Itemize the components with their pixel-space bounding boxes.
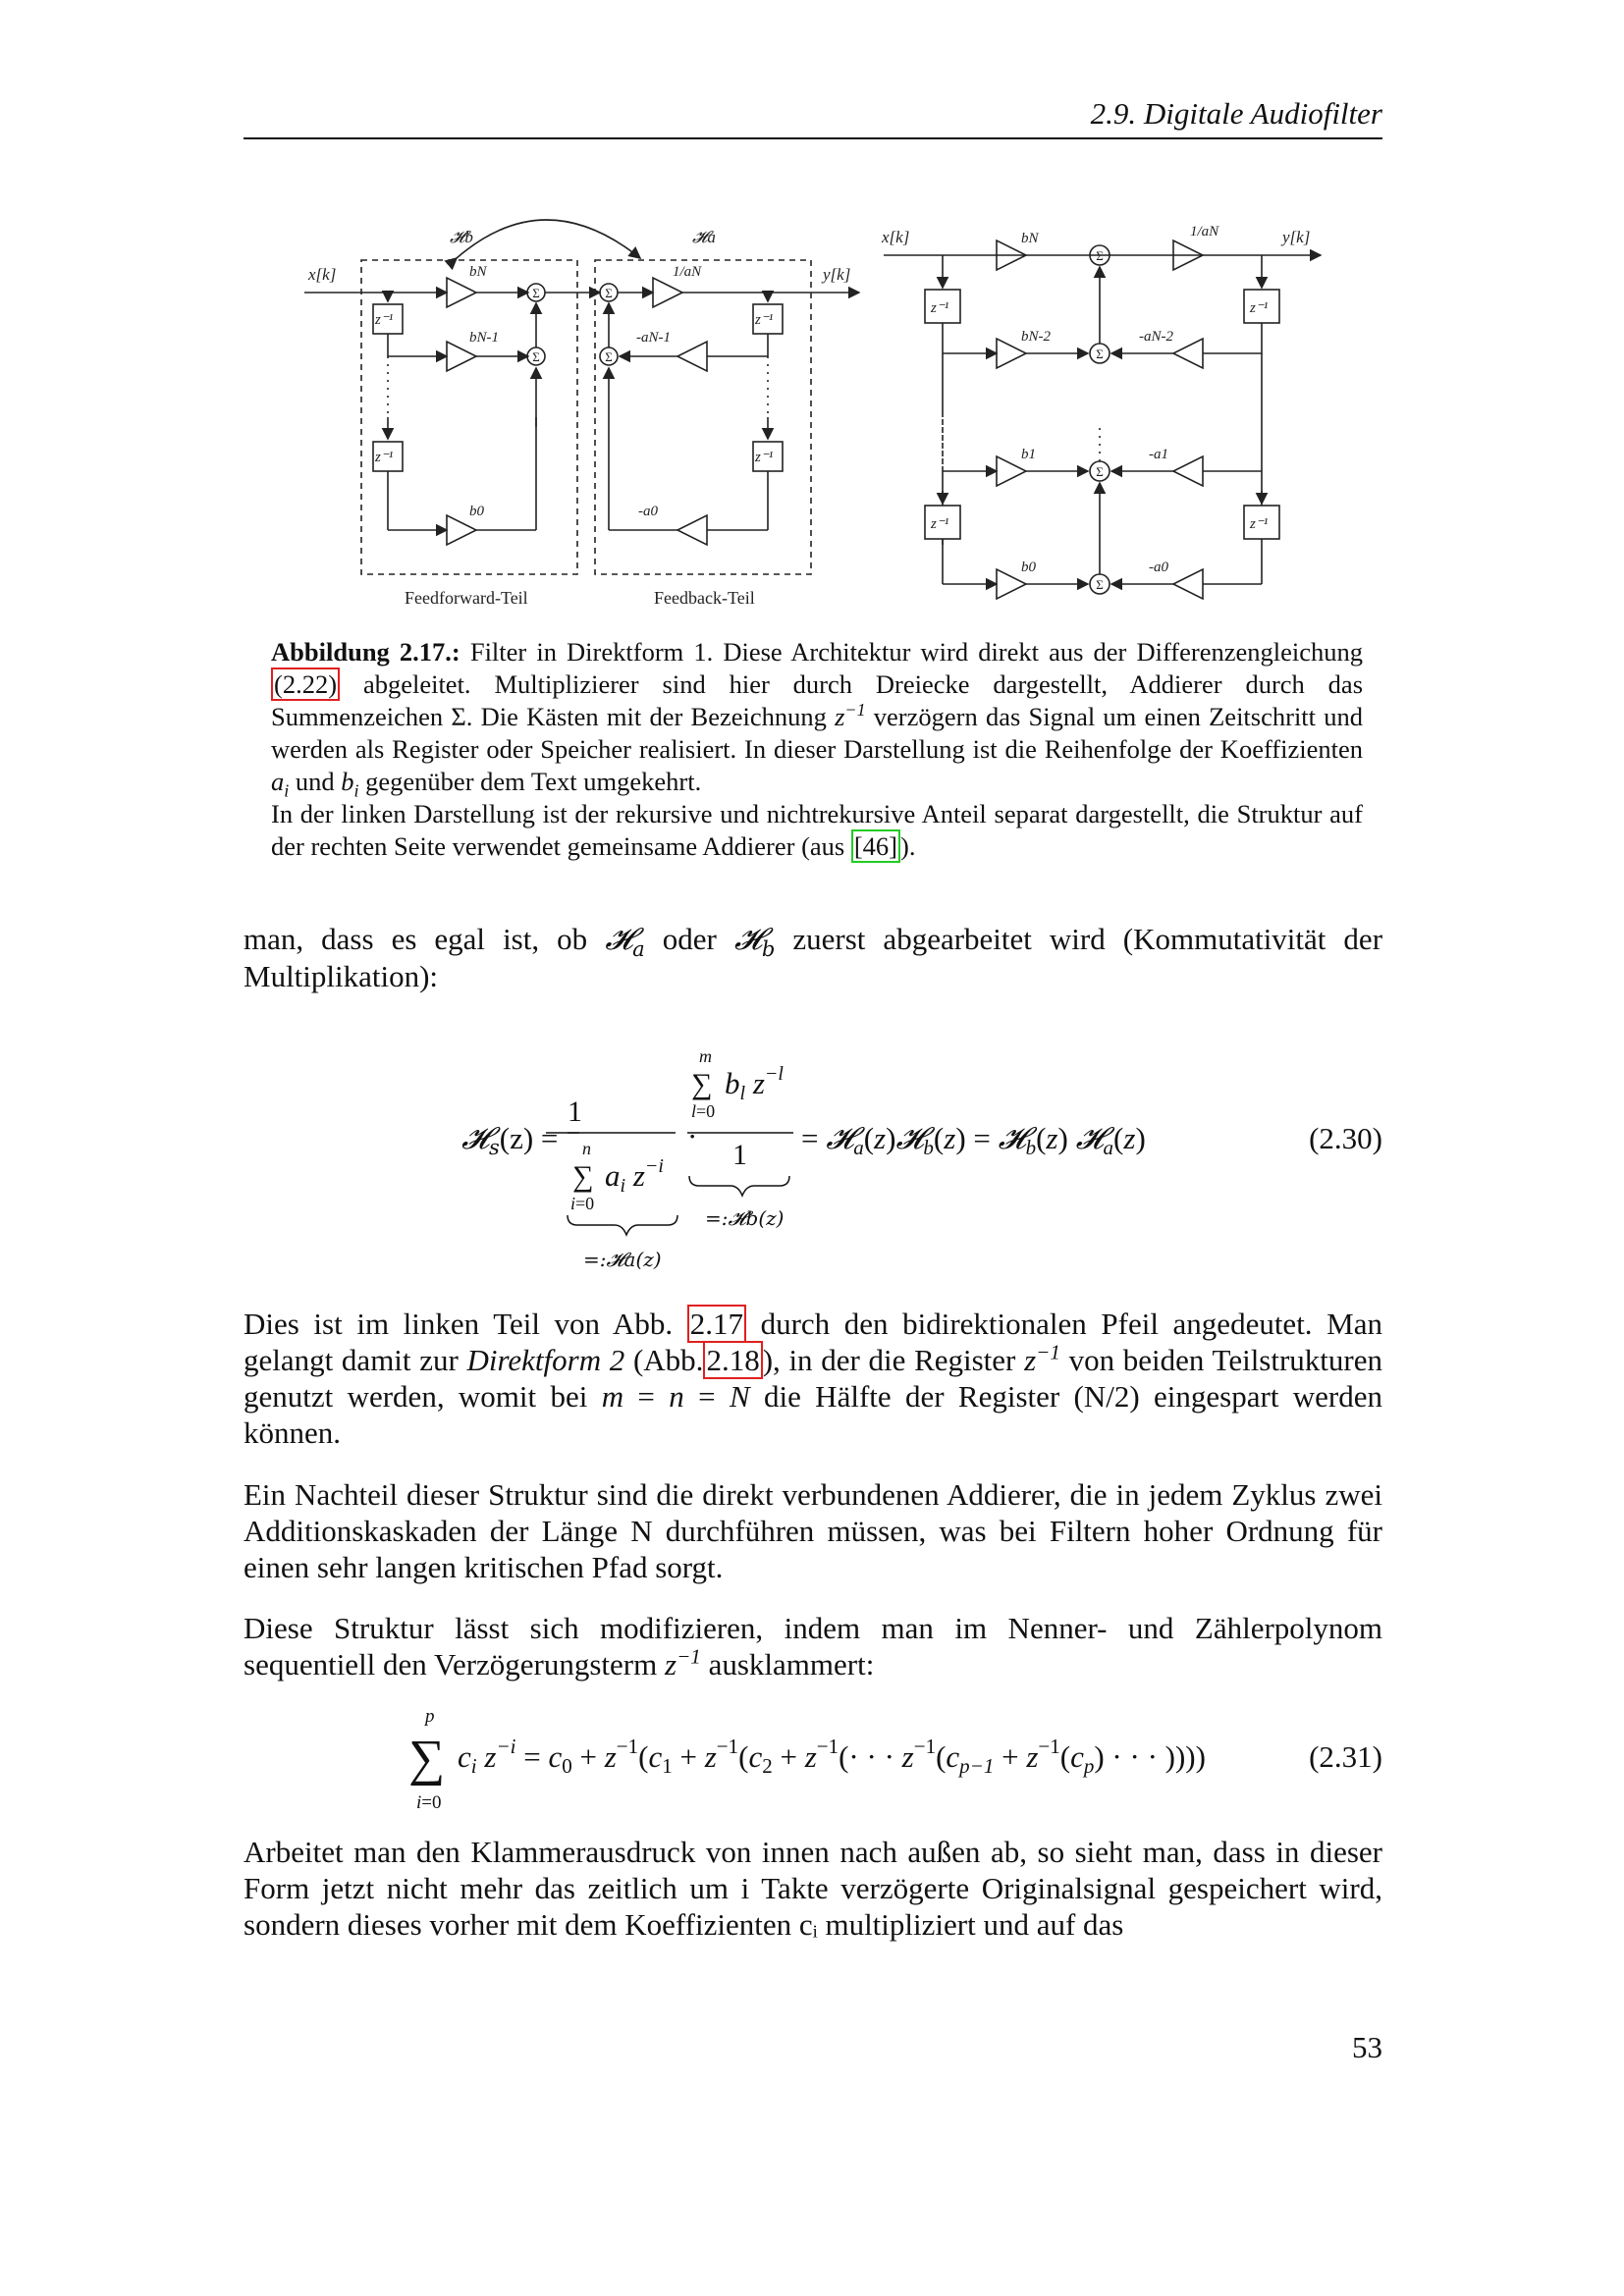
sum-glyph-4: Σ [605,349,613,364]
figure-direct-form-1 [295,191,1335,623]
caption-para-2 [271,798,1363,863]
p2-text-e: von beiden Teilstrukturen genutzt werden, womit bei [244,1343,1383,1414]
brace-label-Ha: =:𝓗a(z) [583,1248,662,1271]
p3-text: Ein Nachteil dieser Struktur sind die direkt verbundenen Addierer, die in jedem Zyklus zwei Additionskaskaden der Länge N durchführen müssen, was bei Filtern hoher Ordnung für einen sehr langen kritischen Pfad sorgt. [244,1477,1382,1584]
svg-text:𝓗s(z) =: 𝓗s(z) = [461,1121,559,1159]
svg-text:∑: ∑ [408,1731,446,1787]
p2-term: Direktform 2 [466,1343,625,1377]
p2-text-c: (Abb. [632,1343,704,1377]
left-output-label: y[k] [823,265,851,284]
multiplier-aN-1 [677,342,707,371]
multiplier-r-aN-2 [1173,339,1203,368]
coeff-r-a1: -a1 [1149,447,1168,462]
right-diagram [881,224,1321,599]
delay-fb-2-label: z⁻¹ [755,450,774,465]
sum-r-glyph-3: Σ [1096,464,1104,479]
delay-ff-1-label: z⁻¹ [375,312,394,328]
paragraph-2: Dies ist im linken Teil von Abb. 2.17 durch den bidirektionalen Pfeil angedeutet. Man gelangt damit zur Direktform 2 (Abb.2.18), in der die Register $z^{-1}$ von beiden Teilstrukturen genutzt werden, womit bei m = n = N die Hälfte der Register (N/2) eingespart werden können. [244,1307,1383,1450]
hb-label: 𝓗b [450,228,473,246]
coeff-r-bN: bN [1021,231,1039,246]
left-input-label: x[k] [308,265,337,284]
delay-r-r1-label: z⁻¹ [1250,300,1269,316]
caption-text-6: In der linken Darstellung ist der rekursive und nichtrekursive Anteil separat dargestellt, die Struktur auf der rechten Seite verwendet gemeinsame Addierer (aus [271,799,1363,861]
equation-2-30 [244,1050,1382,1286]
ref-cite-46[interactable]: [46] [851,829,900,863]
p2-z-inv: $z^{-1}$ [1024,1340,1060,1377]
caption-para-1 [271,636,1364,801]
coeff-a0-left: -a0 [638,504,658,519]
caption-bi: $b_i$ [341,767,359,801]
brace-label-Hb: =:𝓗b(z) [705,1206,785,1230]
coeff-b0-left: b0 [469,504,484,519]
sum-r-glyph-4: Σ [1096,577,1104,592]
p1-text-a: man, dass es egal ist, ob [244,922,588,956]
coeff-r-aN-2: -aN-2 [1139,329,1173,345]
ref-eq-2-22[interactable]: (2.22) [271,667,340,701]
coeff-r-b1: b1 [1021,447,1036,462]
svg-text:∑: ∑ [572,1160,594,1193]
coeff-inv-aN-left: 1/aN [673,264,702,280]
paragraph-3 [244,1476,1382,1585]
multiplier-b0 [447,515,476,545]
sum-r-glyph-1: Σ [1096,248,1104,263]
p2-text-f: die Hälfte der Register (N/2) eingespart werden können. [244,1379,1383,1450]
ref-fig-2-18[interactable]: 2.18 [703,1341,762,1379]
p2-text-b: durch den bidirektionalen Pfeil angedeutet. Man gelangt damit zur [244,1307,1382,1377]
coeff-r-b0: b0 [1021,560,1036,575]
caption-text-4: und [295,767,335,796]
coeff-r-a0: -a0 [1149,560,1168,575]
coeff-bN-left: bN [469,264,487,280]
svg-text:= 𝓗a(z)𝓗b(z) = 𝓗b(z) 𝓗a(z): = 𝓗a(z)𝓗b(z) = 𝓗b(z) 𝓗a(z) [801,1121,1146,1159]
p5-text: Arbeitet man den Klammerausdruck von innen nach außen ab, so sieht man, dass in dieser Form jetzt nicht mehr das zeitlich um i Takte verzögerte Originalsignal gespeichert wird, sondern dieses vorher mit dem Koeffizienten cᵢ multipliziert und auf das [244,1835,1382,1942]
multiplier-bN-1 [447,342,476,371]
svg-text:ci z−i = c0 + z−1(c1 + z−1(c2: ci $z^{-i} = c0 + z^{-1}(c1 + z^{-1}(c2 + z^{-1}(\cdot$ · · $z^{-1}(cp-1 + z^{-1}(cp)$ · · · )))) [458,1735,1206,1778]
right-output-label: y[k] [1282,228,1311,246]
caption-z-inv: $z^{-1}$ [835,700,866,731]
delay-fb-1-label: z⁻¹ [755,312,774,328]
svg-text:m: m [699,1050,712,1066]
sum-glyph-1: Σ [532,286,540,300]
p1-text-b: oder [662,922,717,956]
feedback-label: Feedback-Teil [654,588,755,608]
figure-caption [271,636,1363,863]
caption-text-7: ). [900,831,916,861]
p2-text-a: Dies ist im linken Teil von Abb. [244,1307,674,1341]
right-input-label: x[k] [882,228,910,246]
coeff-r-inv-aN: 1/aN [1190,224,1219,240]
p1-text-c: zuerst abgearbeitet wird (Kommutativität der Multiplikation): [244,922,1383,993]
svg-text:i=0: i=0 [570,1194,595,1213]
coeff-r-bN-2: bN-2 [1021,329,1051,345]
caption-text-3: verzögern das Signal um einen Zeitschritt und werden als Register oder Speicher realisiert. In dieser Darstellung ist die Reihenfolge der Koeffizienten [271,702,1363,764]
svg-text:1: 1 [568,1095,582,1128]
feedforward-label: Feedforward-Teil [405,588,528,608]
multiplier-inv-aN [653,278,682,307]
svg-text:l=0: l=0 [691,1101,716,1121]
caption-text-5: gegenüber dem Text umgekehrt. [365,767,702,796]
caption-text-2: abgeleitet. Multiplizierer sind hier durch Dreiecke dargestellt, Addierer durch das Summenzeichen Σ. Die Kästen mit der Bezeichnung [271,669,1364,731]
p4-text-a: Diese Struktur lässt sich modifizieren, indem man im Nenner- und Zählerpolynom sequentiell den Verzögerungsterm [244,1611,1382,1682]
p1-Ha: 𝓗$_a$ [605,922,645,962]
delay-r-l2-label: z⁻¹ [931,516,949,532]
p4-text-b: ausklammert: [708,1647,875,1682]
multiplier-a0 [677,515,707,545]
p2-mnN: m [601,1379,624,1414]
ref-fig-2-17[interactable]: 2.17 [687,1305,746,1343]
svg-text:∑: ∑ [691,1068,713,1100]
svg-text:bl z−l: bl $z^{-l}$ [725,1063,784,1104]
bidirectional-arrow [457,220,640,258]
section-title: 2.9. Digitale Audiofilter [1090,96,1382,131]
svg-text:n: n [582,1139,591,1158]
coeff-bN-1-left: bN-1 [469,330,499,346]
paragraph-5 [244,1834,1382,1943]
running-header [244,94,1382,139]
svg-text:ai z−i: ai $z^{-i}$ [605,1155,664,1197]
p2-text-d: ), in der die Register [762,1343,1016,1377]
paragraph-1 [244,921,1382,994]
p1-Hb: 𝓗$_b$ [733,922,776,962]
delay-ff-2-label: z⁻¹ [375,450,394,465]
eq-2-31-number: (2.31) [1309,1739,1382,1774]
multiplier-bN [447,278,476,307]
eq-2-30-number: (2.30) [1309,1121,1382,1155]
left-diagram [304,220,859,608]
caption-label: Abbildung 2.17.: [271,637,460,667]
svg-text:p: p [425,1706,435,1727]
caption-ai: $a_i$ [271,767,290,801]
paragraph-4 [244,1610,1382,1682]
sum-glyph-3: Σ [605,286,613,300]
svg-text:i=0: i=0 [416,1792,442,1813]
coeff-aN-1-left: -aN-1 [636,330,671,346]
sum-r-glyph-2: Σ [1096,347,1104,361]
delay-r-r2-label: z⁻¹ [1250,516,1269,532]
sum-glyph-2: Σ [532,349,540,364]
caption-text-1: Filter in Direktform 1. Diese Architektur wird direkt aus der Differenzengleichung [469,637,1363,667]
ha-label: 𝓗a [692,228,716,246]
page-number: 53 [1352,2030,1382,2064]
svg-text:1: 1 [732,1139,747,1171]
equation-2-31 [244,1700,1382,1828]
multiplier-r-a0 [1173,569,1203,599]
svg-text:·: · [687,1119,698,1153]
delay-r-l1-label: z⁻¹ [931,300,949,316]
p4-z-inv: $z^{-1}$ [665,1644,701,1682]
multiplier-r-a1 [1173,456,1203,486]
